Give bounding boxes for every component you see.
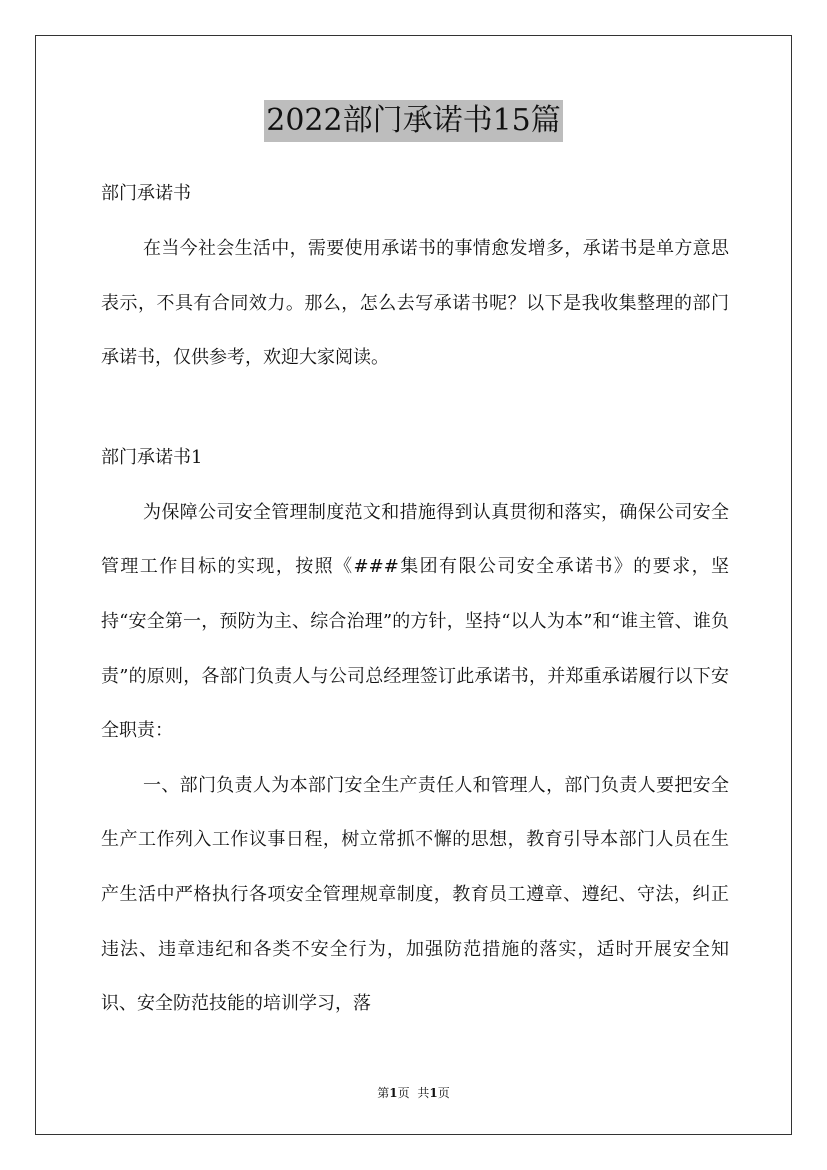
section-heading: 部门承诺书 (101, 183, 191, 204)
footer-page-prefix: 第 (377, 1086, 390, 1100)
body-paragraph-2: 一、部门负责人为本部门安全生产责任人和管理人，部门负责人要把安全生产工作列入工作议事日程，树立常抓不懈的思想，教育引导本部门人员在生产生活中严格执行各项安全管理规章制度，教育员工遵章、遵纪、守法，纠正违法、违章违纪和各类不安全行为，加强防范措施的落实，适时开展安全知识、安全防范技能的培训学习，落 (101, 774, 729, 1015)
document-title-wrapper (0, 100, 827, 142)
document-title: 2022部门承诺书15篇 (264, 100, 563, 142)
document-body (101, 166, 729, 1032)
footer-page-number: 1 (389, 1086, 398, 1100)
intro-paragraph: 在当今社会生活中，需要使用承诺书的事情愈发增多，承诺书是单方意思表示，不具有合同效力。那么，怎么去写承诺书呢？以下是我收集整理的部门承诺书，仅供参考，欢迎大家阅读。 (101, 238, 729, 369)
paragraph-spacer (101, 386, 729, 430)
page-footer (0, 1085, 827, 1101)
footer-total-prefix: 共 (417, 1086, 430, 1100)
subheading-1: 部门承诺书1 (101, 446, 203, 468)
footer-total-suffix: 页 (437, 1086, 450, 1100)
footer-total-pages: 1 (429, 1086, 438, 1100)
body-paragraph-1: 为保障公司安全管理制度范文和措施得到认真贯彻和落实，确保公司安全管理工作目标的实现，按照《###集团有限公司安全承诺书》的要求，坚持“安全第一，预防为主、综合治理”的方针，坚持“以人为本”和“谁主管、谁负责”的原则，各部门负责人与公司总经理签订此承诺书，并郑重承诺履行以下安全职责： (101, 501, 729, 742)
footer-page-suffix: 页 (397, 1086, 410, 1100)
